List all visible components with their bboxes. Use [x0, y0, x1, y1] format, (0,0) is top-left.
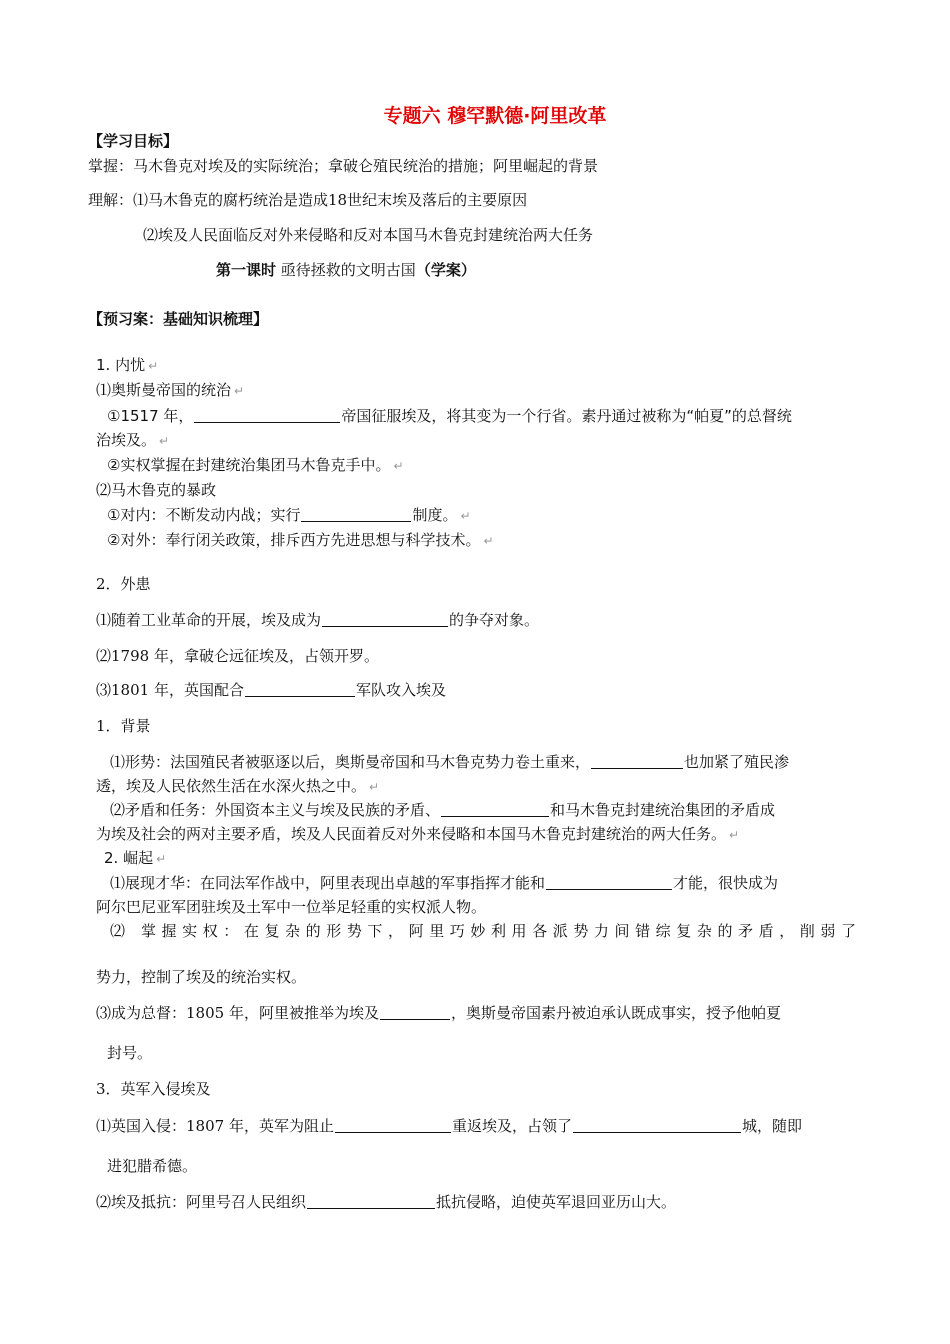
- lesson-title: 亟待拯救的文明古国: [280, 261, 416, 279]
- document-title: 专题六 穆罕默德·阿里改革: [383, 105, 607, 127]
- paragraph-mark-icon: ↵: [369, 780, 380, 794]
- fill-blank[interactable]: [546, 875, 672, 890]
- paragraph-mark-icon: ↵: [156, 852, 167, 866]
- invasion-p2: ⑵埃及抵抗：阿里号召人民组织 抵抗侵略，迫使英军退回亚历山大。: [96, 1193, 677, 1211]
- paragraph-mark-icon: ↵: [148, 359, 159, 373]
- paragraph-mark-icon: ↵: [393, 459, 404, 473]
- invasion-p1-line1: ⑴英国入侵：1807 年，英军为阻止 重返埃及，占领了 城，随即: [96, 1117, 802, 1135]
- background-p2-line2: 为埃及社会的两对主要矛盾，埃及人民面着反对外来侵略和本国马木鲁克封建统治的两大任务。 ↵: [96, 825, 740, 843]
- fill-blank[interactable]: [591, 754, 683, 769]
- lesson-type: （学案）: [415, 261, 476, 279]
- rise-p3-line2: 封号。: [107, 1044, 153, 1062]
- fill-blank[interactable]: [194, 408, 340, 423]
- fill-blank[interactable]: [301, 507, 411, 522]
- preview-heading: 【预习案：基础知识梳理】: [88, 310, 269, 328]
- rise-p1-line2: 阿尔巴尼亚军团驻埃及土军中一位举足轻重的实权派人物。: [96, 898, 487, 916]
- objective-understand-2: ⑵埃及人民面临反对外来侵略和反对本国马木鲁克封建统治两大任务: [143, 226, 594, 244]
- paragraph-mark-icon: ↵: [460, 509, 471, 523]
- ottoman-line-1-cont: 治埃及。 ↵: [96, 431, 170, 449]
- rise-p3-line1: ⑶成为总督：1805 年，阿里被推举为埃及 ，奥斯曼帝国素丹被迫承认既成事实，授予他帕夏: [96, 1004, 781, 1022]
- invasion-p1-line2: 进犯腊希德。: [107, 1157, 198, 1175]
- lesson-line: [216, 260, 476, 280]
- external-line-2: ⑵1798 年，拿破仑远征埃及，占领开罗。: [96, 647, 379, 665]
- section-rise-heading: 2. 崛起 ↵: [104, 849, 167, 867]
- background-p1-line1: ⑴形势：法国殖民者被驱逐以后，奥斯曼帝国和马木鲁克势力卷土重来， 也加紧了殖民渗: [110, 753, 790, 771]
- section-british-invasion-heading: 3．英军入侵埃及: [96, 1080, 211, 1098]
- mamluk-tyranny-heading: ⑵马木鲁克的暴政: [96, 481, 217, 499]
- ottoman-line-1: ①1517 年， 帝国征服埃及，将其变为一个行省。素丹通过被称为“帕夏”的总督统: [107, 407, 792, 425]
- objective-master: 掌握：马木鲁克对埃及的实际统治；拿破仑殖民统治的措施；阿里崛起的背景: [88, 157, 599, 175]
- paragraph-mark-icon: ↵: [159, 434, 170, 448]
- mamluk-line-2: ②对外：奉行闭关政策，排斥西方先进思想与科学技术。 ↵: [107, 531, 494, 549]
- objectives-heading: 【学习目标】: [88, 132, 179, 150]
- mamluk-line-1: ①对内：不断发动内战；实行 制度。 ↵: [107, 506, 471, 524]
- external-line-1: ⑴随着工业革命的开展，埃及成为 的争夺对象。: [96, 611, 540, 629]
- section-internal-heading: 1. 内忧 ↵: [96, 356, 159, 374]
- rise-p1-line1: ⑴展现才华：在同法军作战中，阿里表现出卓越的军事指挥才能和 才能，很快成为: [110, 874, 779, 892]
- paragraph-mark-icon: ↵: [729, 828, 740, 842]
- ottoman-rule-heading: ⑴奥斯曼帝国的统治 ↵: [96, 381, 245, 399]
- paragraph-mark-icon: ↵: [234, 384, 245, 398]
- fill-blank[interactable]: [245, 682, 355, 697]
- rise-p2-line2: 势力，控制了埃及的统治实权。: [96, 968, 307, 986]
- section-external-heading: 2．外患: [96, 575, 151, 593]
- objective-understand-1: 理解：⑴马木鲁克的腐朽统治是造成18世纪末埃及落后的主要原因: [88, 191, 528, 209]
- fill-blank[interactable]: [380, 1005, 450, 1020]
- external-line-3: ⑶1801 年，英国配合 军队攻入埃及: [96, 681, 446, 699]
- ottoman-line-2: ②实权掌握在封建统治集团马木鲁克手中。 ↵: [107, 456, 404, 474]
- lesson-number: 第一课时: [216, 261, 277, 279]
- background-p2-line1: ⑵矛盾和任务：外国资本主义与埃及民族的矛盾、 和马木鲁克封建统治集团的矛盾成: [110, 801, 776, 819]
- fill-blank[interactable]: [335, 1118, 451, 1133]
- section-background-heading: 1．背景: [96, 717, 151, 735]
- background-p1-line2: 透，埃及人民依然生活在水深火热之中。 ↵: [96, 777, 380, 795]
- fill-blank[interactable]: [322, 612, 448, 627]
- paragraph-mark-icon: ↵: [483, 534, 494, 548]
- rise-p2-line1: ⑵ 掌握实权：在复杂的形势下，阿里巧妙利用各派势力间错综复杂的矛盾，削弱了: [110, 922, 856, 940]
- fill-blank[interactable]: [307, 1194, 435, 1209]
- fill-blank[interactable]: [441, 802, 549, 817]
- fill-blank[interactable]: [573, 1118, 741, 1133]
